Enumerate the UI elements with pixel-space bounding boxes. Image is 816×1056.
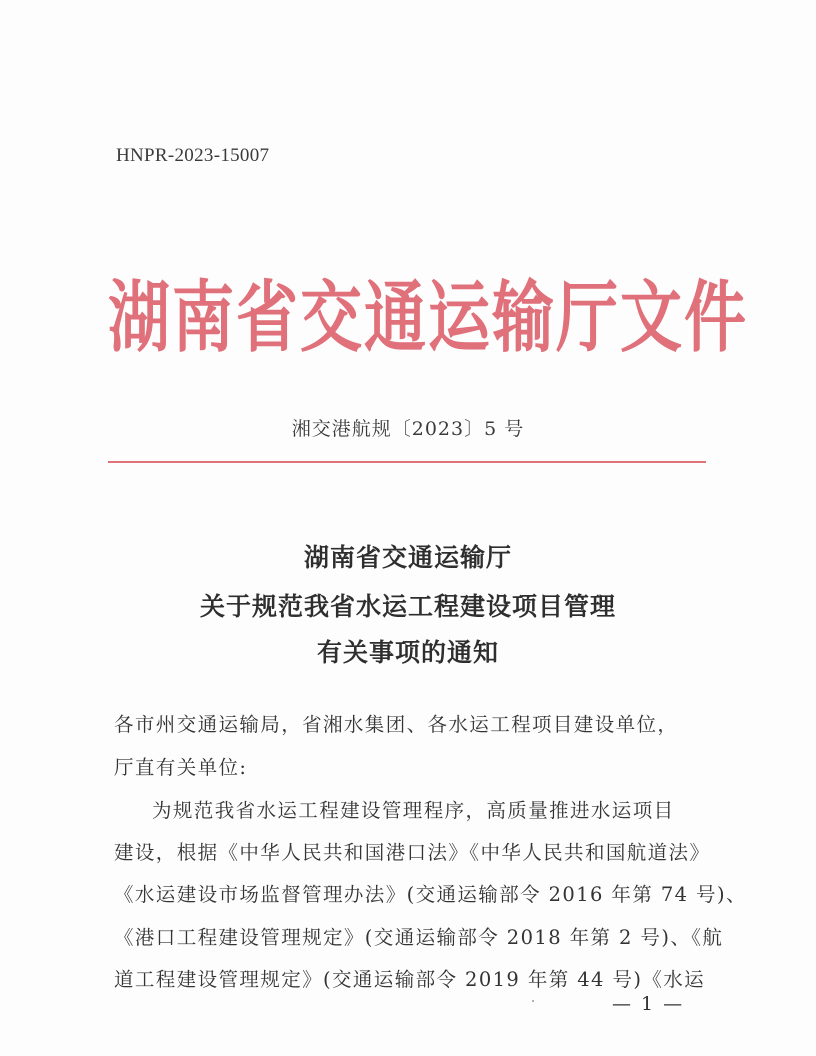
page-number: — 1 — bbox=[612, 993, 685, 1015]
body-paragraph-line-3: 《水运建设市场监督管理办法》(交通运输部令 2016 年第 74 号)、 bbox=[114, 883, 747, 906]
red-divider-line bbox=[108, 461, 706, 463]
document-number: 湘交港航规〔2023〕5 号 bbox=[291, 418, 525, 440]
scan-artifact bbox=[532, 1000, 534, 1002]
body-paragraph-line-5: 道工程建设管理规定》(交通运输部令 2019 年第 44 号)《水运 bbox=[114, 968, 706, 991]
document-code: HNPR-2023-15007 bbox=[116, 145, 270, 166]
notice-title-line-2: 关于规范我省水运工程建设项目管理 bbox=[199, 592, 616, 621]
body-paragraph-line-2: 建设，根据《中华人民共和国港口法》《中华人民共和国航道法》 bbox=[114, 841, 711, 864]
issuing-authority-header: 湖南省交通运输厅文件 bbox=[108, 271, 749, 363]
body-paragraph-line-4: 《港口工程建设管理规定》(交通运输部令 2018 年第 2 号)、《航 bbox=[114, 926, 724, 949]
addressee-line-2: 厅直有关单位: bbox=[114, 756, 248, 779]
notice-title-line-1: 湖南省交通运输厅 bbox=[303, 543, 512, 572]
notice-title-line-3: 有关事项的通知 bbox=[316, 638, 499, 667]
addressee-line-1: 各市州交通运输局，省湘水集团、各水运工程项目建设单位， bbox=[114, 713, 679, 736]
body-paragraph-line-1: 为规范我省水运工程建设管理程序，高质量推进水运项目 bbox=[152, 799, 675, 822]
